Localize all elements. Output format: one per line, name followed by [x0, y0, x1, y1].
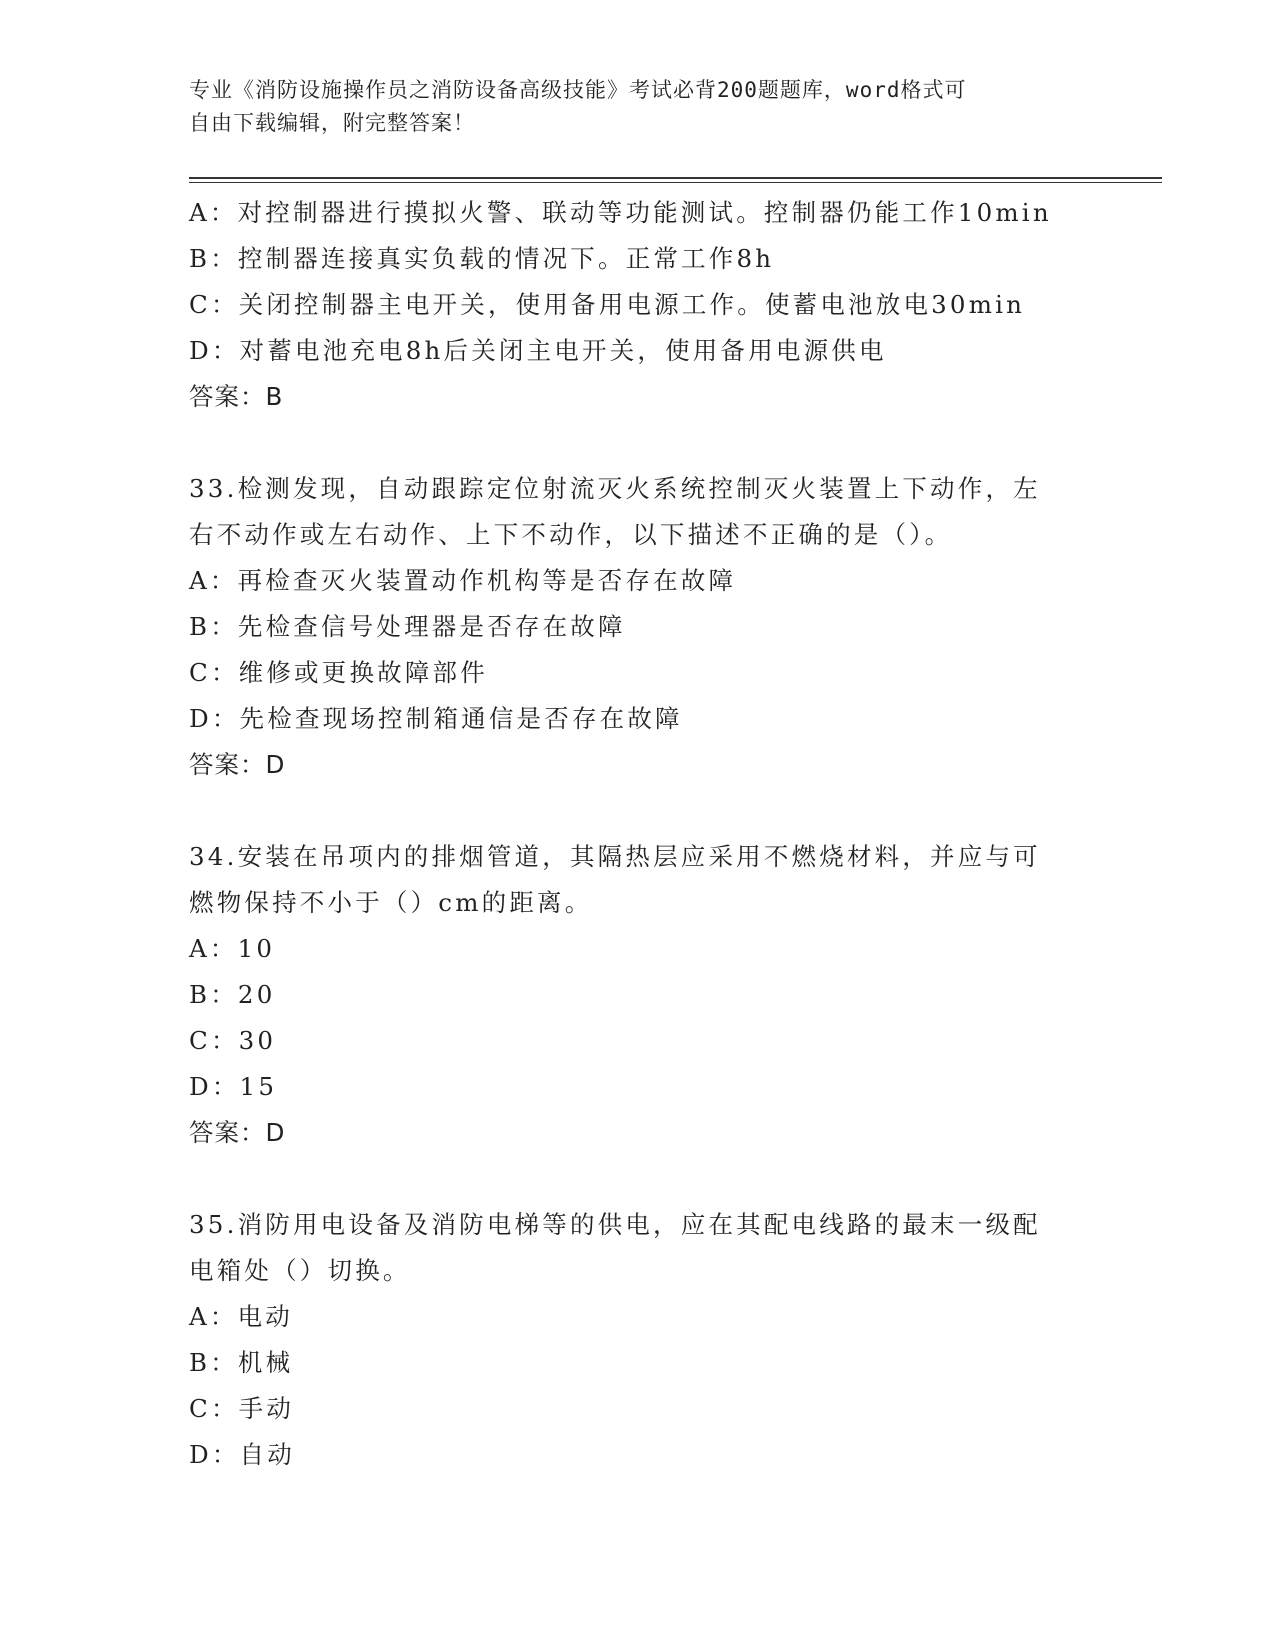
page-header [189, 74, 1069, 140]
question-stem-line: 35.消防用电设备及消防电梯等的供电，应在其配电线路的最末一级配 [189, 1210, 1041, 1239]
header-rule-thick [189, 177, 1162, 179]
header-line-2: 自由下载编辑，附完整答案！ [189, 111, 475, 135]
answer: 答案：D [189, 750, 286, 779]
option-a: A：电动 [189, 1302, 293, 1331]
question-stem-line: 33.检测发现，自动跟踪定位射流灭火系统控制灭火装置上下动作，左 [189, 474, 1041, 503]
document-body [189, 190, 1089, 1478]
option-d: D：自动 [189, 1440, 295, 1469]
option-b: B：控制器连接真实负载的情况下。正常工作8h [189, 244, 775, 273]
question-stem-line: 右不动作或左右动作、上下不动作，以下描述不正确的是（）。 [189, 520, 953, 549]
spacer [189, 1156, 1089, 1202]
question-34 [189, 834, 1089, 1156]
question-33 [189, 466, 1089, 788]
question-35 [189, 1202, 1089, 1478]
header-rule-thin [189, 182, 1162, 183]
option-c: C：维修或更换故障部件 [189, 658, 488, 687]
question-stem-line: 燃物保持不小于（）cm的距离。 [189, 888, 593, 917]
option-c: C：关闭控制器主电开关，使用备用电源工作。使蓄电池放电30min [189, 290, 1026, 319]
question-stem-line: 34.安装在吊项内的排烟管道，其隔热层应采用不燃烧材料，并应与可 [189, 842, 1041, 871]
answer: 答案：D [189, 1118, 286, 1147]
option-b: B：先检查信号处理器是否存在故障 [189, 612, 626, 641]
spacer [189, 420, 1089, 466]
header-line-1: 专业《消防设施操作员之消防设备高级技能》考试必背200题题库，word格式可 [189, 78, 967, 102]
option-b: B：20 [189, 980, 276, 1009]
option-c: C：30 [189, 1026, 277, 1055]
question-stem-line: 电箱处（）切换。 [189, 1256, 411, 1285]
option-d: D：先检查现场控制箱通信是否存在故障 [189, 704, 683, 733]
option-b: B：机械 [189, 1348, 294, 1377]
option-c: C：手动 [189, 1394, 295, 1423]
question-32-continued [189, 190, 1089, 420]
option-a: A：10 [189, 934, 276, 963]
option-d: D：对蓄电池充电8h后关闭主电开关，使用备用电源供电 [189, 336, 887, 365]
option-a: A：再检查灭火装置动作机构等是否存在故障 [189, 566, 737, 595]
option-a: A：对控制器进行摸拟火警、联动等功能测试。控制器仍能工作10min [189, 198, 1052, 227]
answer: 答案：B [189, 382, 284, 411]
option-d: D：15 [189, 1072, 278, 1101]
spacer [189, 788, 1089, 834]
